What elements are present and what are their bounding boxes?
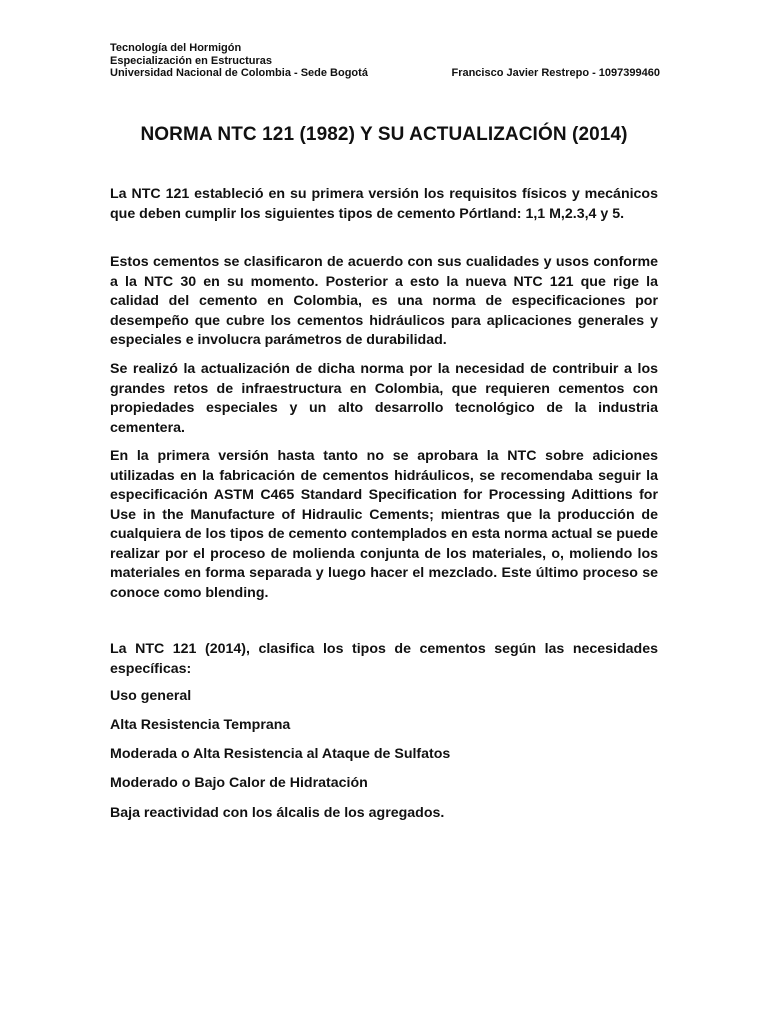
header-line-course — [110, 42, 660, 55]
paragraph-2 — [110, 253, 658, 351]
paragraph-text: Estos cementos se clasificaron de acuerdo con sus cualidades y usos conforme a la NTC 30 en su momento. Posterior a esto la nueva NTC 121 que rige la calidad del cemento en Colombia, es una norma de especificaciones por desempeño que cubre los cementos hidráulicos para aplicaciones generales y especiales e involucra parámetros de durabilidad. — [110, 254, 658, 348]
paragraph-text: En la primera versión hasta tanto no se aprobara la NTC sobre adiciones utilizadas en la fabricación de cementos hidráulicos, se recomendaba seguir la especificación ASTM C465 Standard Specification for Processing Adittions for Use in the Manufacture of Hidraulic Cements; mientras que la producción de cualquiera de los tipos de cemento contemplados en esta norma actual se puede realizar por el proceso de molienda conjunta de los materiales, o, moliendo los materiales en forma separada y luego hacer el mezclado. Este último proceso se conoce como blending. — [110, 448, 658, 601]
list-item-sulfatos: Moderada o Alta Resistencia al Ataque de Sulfatos — [110, 746, 451, 762]
header-university: Universidad Nacional de Colombia - Sede Bogotá — [110, 67, 368, 79]
header-line-program — [110, 55, 660, 68]
paragraph-3 — [110, 360, 658, 438]
header-author: Francisco Javier Restrepo - 1097399460 — [451, 67, 660, 79]
paragraph-text: La NTC 121 (2014), clasifica los tipos de cementos según las necesidades específicas: — [110, 641, 658, 677]
list-item-calor-hidratacion: Moderado o Bajo Calor de Hidratación — [110, 775, 368, 791]
paragraph-4 — [110, 447, 658, 603]
paragraph-1 — [110, 185, 658, 224]
header-line-institution — [110, 67, 660, 80]
header-course: Tecnología del Hormigón — [110, 42, 242, 54]
page-header — [110, 42, 660, 80]
list-item-alta-resistencia: Alta Resistencia Temprana — [110, 717, 291, 733]
header-program: Especialización en Estructuras — [110, 54, 273, 67]
paragraph-5 — [110, 640, 658, 679]
list-item-uso-general: Uso general — [110, 688, 192, 704]
paragraph-text: La NTC 121 estableció en su primera versión los requisitos físicos y mecánicos que deben cumplir los siguientes tipos de cemento Pórtland: 1,1 M,2.3,4 y 5. — [110, 186, 658, 222]
document-title: NORMA NTC 121 (1982) Y SU ACTUALIZACIÓN (2014) — [140, 124, 628, 145]
list-item-baja-reactividad: Baja reactividad con los álcalis de los agregados. — [110, 805, 445, 821]
paragraph-text: Se realizó la actualización de dicha norma por la necesidad de contribuir a los grandes retos de infraestructura en Colombia, que requieren cementos con propiedades especiales y un alto desarrollo tecnológico de la industria cementera. — [110, 361, 658, 436]
